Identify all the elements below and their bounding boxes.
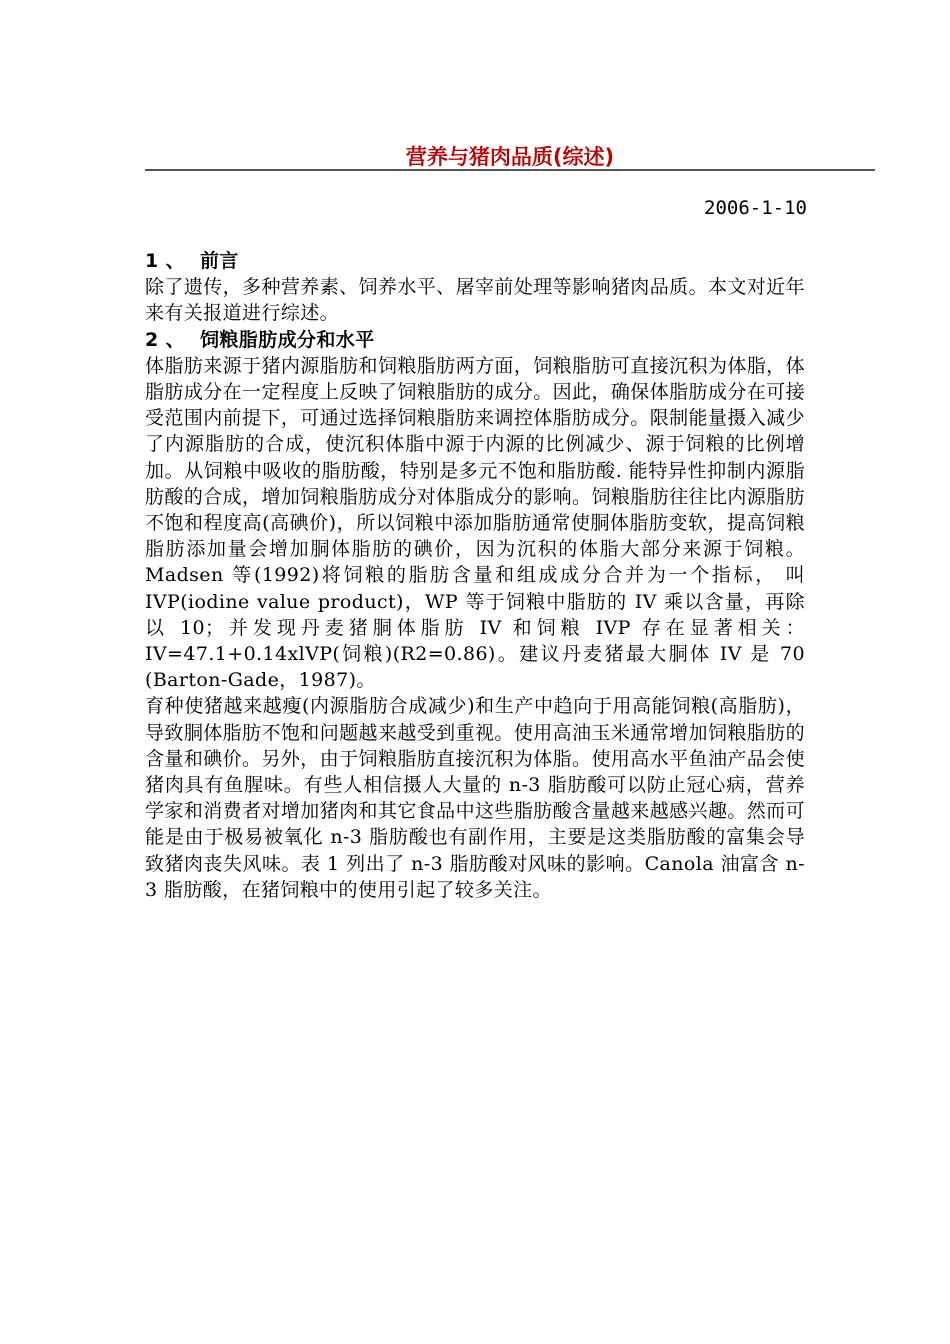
document-date: 2006-1-10 [704, 197, 807, 219]
section-heading-intro [145, 248, 805, 274]
section-heading-dietary-fat [145, 327, 805, 353]
section-number: 2 、 [145, 328, 186, 351]
paragraph: 体脂肪来源于猪内源脂肪和饲粮脂肪两方面，饲粮脂肪可直接沉积为体脂，体脂肪成分在一定程度上反映了饲粮脂肪的成分。因此，确保体脂肪成分在可接受范围内前提下，可通过选择饲粮脂肪来调控体脂肪成分。限制能量摄入减少了内源脂肪的合成，使沉积体脂中源于内源的比例减少、源于饲粮的比例增加。从饲粮中吸收的脂肪酸，特别是多元不饱和脂肪酸. 能特异性抑制内源脂肪酸的合成，增加饲粮脂肪成分对体脂成分的影响。饲粮脂肪往往比内源脂肪不饱和程度高(高碘价)，所以饲粮中添加脂肪通常使胴体脂肪变软，提高饲粮脂肪添加量会增加胴体脂肪的碘价，因为沉积的体脂大部分来源于饲粮。Madsen 等(1992)将饲粮的脂肪含量和组成成分合并为一个指标， 叫 IVP(iodine value product)，WP 等于饲粮中脂肪的 IV 乘以含量，再除以 10；并发现丹麦猪胴体脂肪 IV 和饲粮 IVP 存在显著相关：IV=47.1+0.14xlVP(饲粮)(R2=0.86)。建议丹麦猪最大胴体 IV 是 70 (Barton-Gade，1987)。 [145, 354, 805, 692]
paragraph: 育种使猪越来越瘦(内源脂肪合成减少)和生产中趋向于用高能饲粮(高脂肪)，导致胴体脂肪不饱和问题越来越受到重视。使用高油玉米通常增加饲粮脂肪的含量和碘价。另外，由于饲粮脂肪直接沉积为体脂。使用高水平鱼油产品会使猪肉具有鱼腥味。有些人相信摄人大量的 n-3 脂肪酸可以防止冠心病，营养学家和消费者对增加猪肉和其它食品中这些脂肪酸含量越来越感兴趣。然而可能是由于极易被氧化 n-3 脂肪酸也有副作用，主要是这类脂肪酸的富集会导致猪肉丧失风味。表 1 列出了 n-3 脂肪酸对风味的影响。Canola 油富含 n-3 脂肪酸，在猪饲粮中的使用引起了较多关注。 [145, 695, 805, 901]
section-title: 饲粮脂肪成分和水平 [200, 328, 375, 351]
document-body [145, 248, 805, 903]
section-title: 前言 [200, 250, 239, 272]
document-title: 营养与猪肉品质(综述) [405, 145, 615, 169]
section-number: 1 、 [145, 250, 186, 272]
paragraph: 除了遗传，多种营养素、饲养水平、屠宰前处理等影响猪肉品质。本文对近年来有关报道进行综述。 [145, 276, 805, 325]
title-divider [145, 169, 875, 171]
